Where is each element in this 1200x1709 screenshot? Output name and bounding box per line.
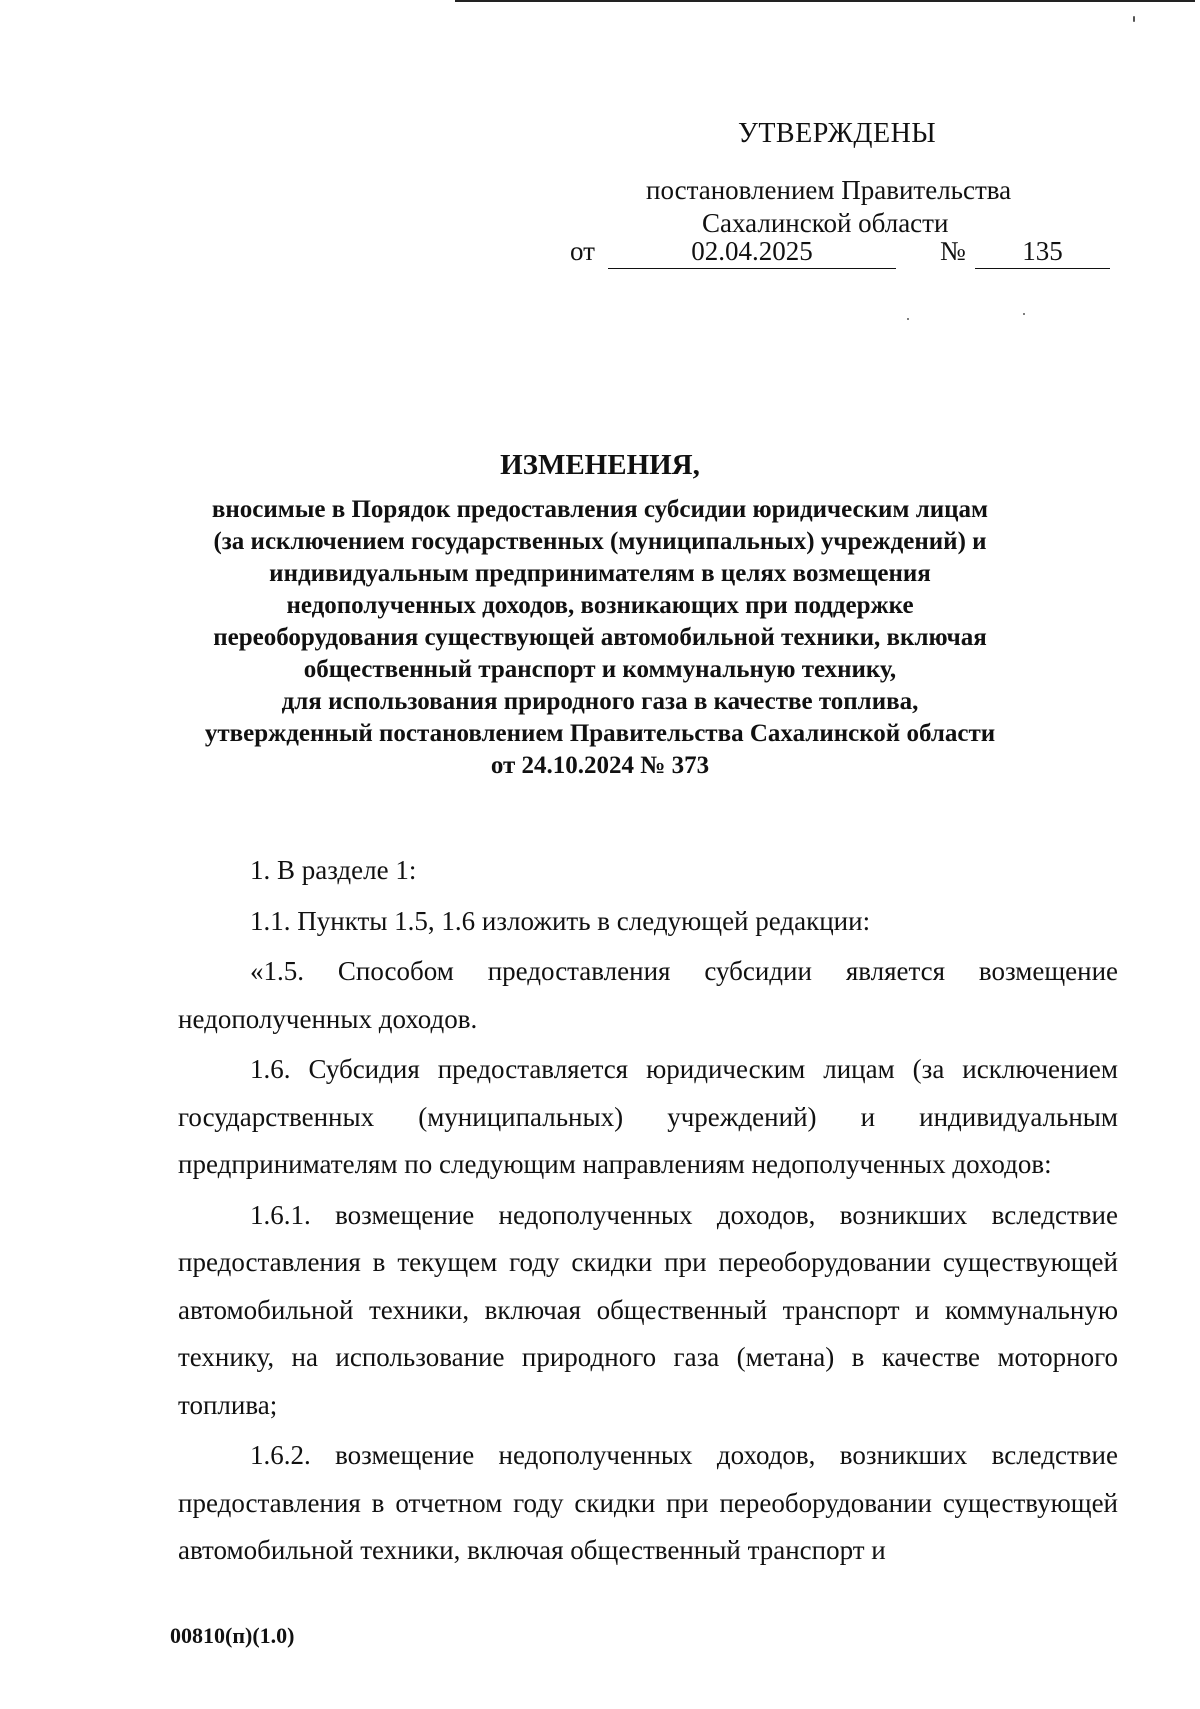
scan-speck xyxy=(1133,16,1135,22)
approval-line-1: постановлением Правительства xyxy=(646,175,1012,205)
document-body xyxy=(178,847,1118,1578)
body-paragraph: 1.6.1. возмещение недополученных доходов, возникших вследствие предоставления в текущем году скидки при переоборудовании существующей автомобильной техники, включая общественный транспорт и коммунальную технику, на использование природного газа (метана) в качестве моторного топлива; xyxy=(178,1199,1118,1420)
body-paragraph: «1.5. Способом предоставления субсидии является возмещение недополученных доходов. xyxy=(178,956,1118,1034)
subtitle-line: (за исключением государственных (муниципальных) учреждений) и xyxy=(213,528,987,555)
approval-date-row xyxy=(570,236,1130,272)
footer-form-code: 00810(п)(1.0) xyxy=(170,1623,295,1648)
approval-date: 02.04.2025 xyxy=(608,236,896,269)
subtitle-line: от 24.10.2024 № 373 xyxy=(490,752,710,779)
subtitle-line: для использования природного газа в качестве топлива, xyxy=(281,688,919,715)
scan-speck xyxy=(907,318,909,320)
scan-edge-line xyxy=(455,0,1195,2)
body-paragraph: 1.1. Пункты 1.5, 1.6 изложить в следующей редакции: xyxy=(250,905,871,936)
subtitle-line: общественный транспорт и коммунальную технику, xyxy=(303,656,897,683)
body-paragraph: 1. В разделе 1: xyxy=(250,855,417,885)
approval-line-2: Сахалинской области xyxy=(702,208,949,238)
subtitle-line: переоборудования существующей автомобильной техники, включая xyxy=(213,624,987,651)
subtitle-line: утвержденный постановлением Правительства Сахалинской области xyxy=(204,720,996,747)
document-title: ИЗМЕНЕНИЯ, xyxy=(500,449,700,481)
approval-number: 135 xyxy=(975,236,1110,269)
body-paragraph: 1.6. Субсидия предоставляется юридическим лицам (за исключением государственных (муниципальных) учреждений) и индивидуальным предпринимателям по следующим направлениям недополученных доходов: xyxy=(178,1054,1118,1179)
number-sign: № xyxy=(940,236,966,266)
subtitle-line: недополученных доходов, возникающих при поддержке xyxy=(286,592,914,619)
from-label: от xyxy=(570,236,595,266)
subtitle-line: индивидуальным предпринимателям в целях возмещения xyxy=(269,560,931,587)
scan-speck xyxy=(1023,313,1025,315)
subtitle-line: вносимые в Порядок предоставления субсидии юридическим лицам xyxy=(211,496,989,523)
document-subtitle xyxy=(130,494,1070,782)
body-paragraph: 1.6.2. возмещение недополученных доходов, возникших вследствие предоставления в отчетном году скидки при переоборудовании существующей автомобильной техники, включая общественный транспорт и xyxy=(178,1440,1118,1565)
approval-title: УТВЕРЖДЕНЫ xyxy=(738,118,937,149)
